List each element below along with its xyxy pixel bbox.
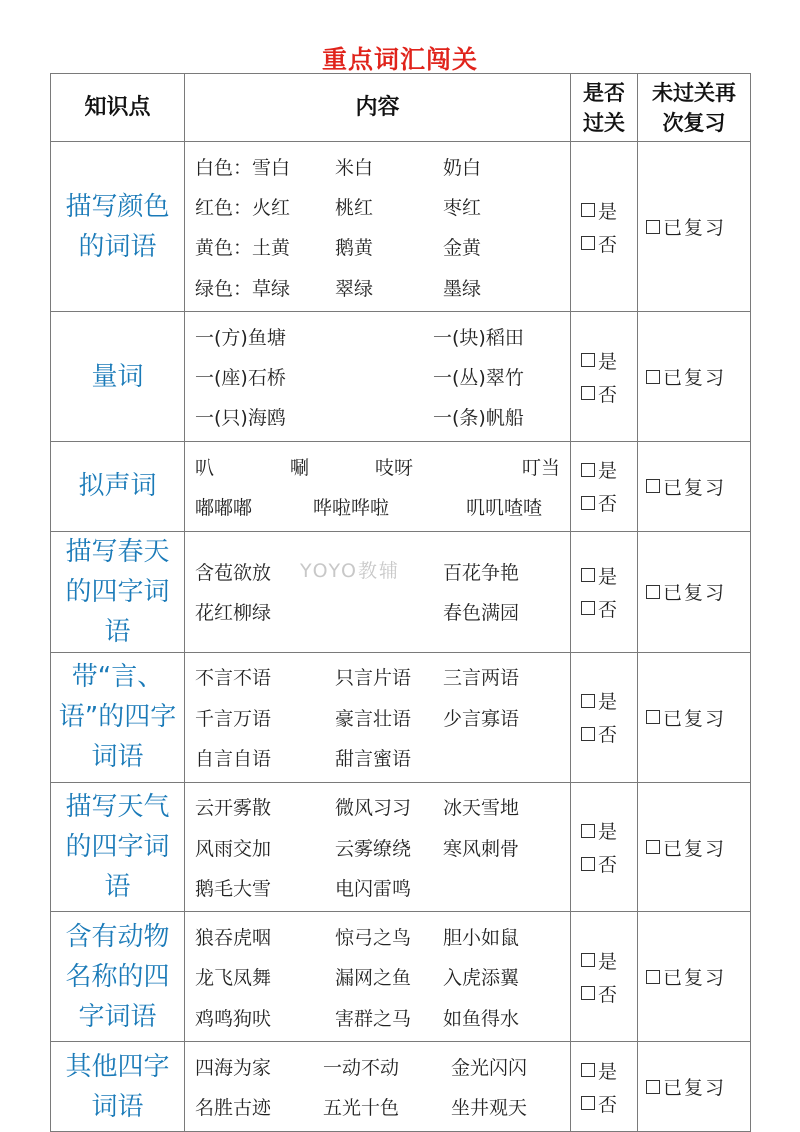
vocab-word: 绿色：草绿 bbox=[195, 277, 291, 300]
header-review-line2: 次复习 bbox=[662, 110, 726, 135]
vocab-word: 金黄 bbox=[443, 237, 482, 260]
content-cell bbox=[185, 1042, 571, 1132]
option-label: 否 bbox=[598, 854, 618, 876]
vocab-word: 害群之马 bbox=[335, 1007, 412, 1030]
content-line bbox=[195, 397, 560, 437]
vocab-word: 云开雾散 bbox=[195, 797, 272, 820]
reviewed-option[interactable] bbox=[646, 575, 750, 608]
vocab-word: 一(方)鱼塘 bbox=[195, 326, 286, 349]
table-row bbox=[51, 1042, 751, 1132]
topic-cell: 描写天气的四字词语 bbox=[51, 782, 185, 912]
checkbox-icon[interactable] bbox=[646, 370, 660, 384]
option-label: 否 bbox=[598, 493, 618, 516]
vocab-word: 少言寡语 bbox=[443, 707, 520, 730]
review-cell bbox=[638, 782, 751, 912]
reviewed-option[interactable] bbox=[646, 831, 750, 864]
content-line bbox=[195, 916, 560, 956]
content-cell bbox=[185, 442, 571, 532]
option-label: 否 bbox=[598, 598, 618, 621]
vocab-word: 哗啦哗啦 bbox=[313, 497, 390, 520]
topic-cell: 描写春天的四字词语 bbox=[51, 531, 185, 652]
vocab-word: 入虎添翼 bbox=[443, 967, 520, 990]
pass-option-no[interactable] bbox=[581, 717, 637, 750]
option-label: 已复习 bbox=[663, 967, 727, 990]
vocabulary-table bbox=[50, 73, 751, 1132]
vocab-word: 龙飞凤舞 bbox=[195, 967, 272, 990]
reviewed-option[interactable] bbox=[646, 701, 750, 734]
pass-option-no[interactable] bbox=[581, 486, 637, 519]
vocab-word: 漏网之鱼 bbox=[335, 967, 412, 990]
content-line bbox=[195, 146, 560, 186]
option-label: 是 bbox=[598, 460, 618, 483]
vocab-word: 叮当 bbox=[521, 456, 560, 479]
checkbox-icon[interactable] bbox=[581, 1063, 595, 1077]
reviewed-option[interactable] bbox=[646, 1070, 750, 1103]
review-cell bbox=[638, 1042, 751, 1132]
content-line bbox=[195, 186, 560, 226]
content-line bbox=[195, 957, 560, 997]
checkbox-icon[interactable] bbox=[581, 857, 595, 871]
pass-cell bbox=[571, 912, 638, 1042]
checkbox-icon[interactable] bbox=[646, 840, 660, 854]
checkbox-icon[interactable] bbox=[646, 479, 660, 493]
vocab-word: 自言自语 bbox=[195, 747, 272, 770]
vocab-word: 鹅毛大雪 bbox=[195, 877, 272, 900]
vocab-word: 百花争艳 bbox=[443, 562, 520, 585]
checkbox-icon[interactable] bbox=[581, 601, 595, 615]
content-line bbox=[195, 1046, 560, 1086]
pass-option-yes[interactable] bbox=[581, 814, 637, 847]
option-label: 是 bbox=[598, 691, 618, 714]
header-review bbox=[638, 74, 751, 142]
vocab-word: 米白 bbox=[335, 156, 374, 179]
content-line bbox=[195, 1087, 560, 1127]
vocab-word: 叽叽喳喳 bbox=[466, 497, 543, 520]
content-line bbox=[195, 697, 560, 737]
header-pass-line2: 过关 bbox=[583, 110, 625, 135]
option-label: 是 bbox=[598, 1060, 618, 1083]
pass-cell bbox=[571, 312, 638, 442]
vocab-word: 黄色：土黄 bbox=[195, 237, 291, 260]
header-review-line1: 未过关再 bbox=[652, 80, 736, 105]
vocab-word: 桃红 bbox=[335, 196, 374, 219]
vocab-word: 奶白 bbox=[443, 156, 482, 179]
content-cell bbox=[185, 652, 571, 782]
vocab-word: 含苞欲放 bbox=[195, 562, 272, 585]
topic-cell: 含有动物名称的四字词语 bbox=[51, 912, 185, 1042]
option-label: 已复习 bbox=[663, 837, 727, 860]
vocab-word: 寒风刺骨 bbox=[443, 837, 520, 860]
option-label: 否 bbox=[598, 724, 618, 747]
vocab-word: 一(丛)翠竹 bbox=[433, 367, 524, 390]
option-label: 否 bbox=[598, 383, 618, 406]
pass-option-no[interactable] bbox=[581, 227, 637, 260]
content-line bbox=[195, 592, 560, 632]
checkbox-icon[interactable] bbox=[581, 386, 595, 400]
pass-option-yes[interactable] bbox=[581, 559, 637, 592]
option-label: 已复习 bbox=[663, 1077, 727, 1100]
header-pass bbox=[571, 74, 638, 142]
review-cell bbox=[638, 442, 751, 532]
content-line bbox=[195, 486, 560, 526]
pass-cell bbox=[571, 531, 638, 652]
content-line bbox=[195, 356, 560, 396]
option-label: 是 bbox=[598, 350, 618, 373]
vocab-word: 风雨交加 bbox=[195, 837, 272, 860]
table-row bbox=[51, 442, 751, 532]
pass-option-yes[interactable] bbox=[581, 1054, 637, 1087]
option-label: 是 bbox=[598, 565, 618, 588]
vocab-word: 枣红 bbox=[443, 196, 482, 219]
vocab-word: 鹅黄 bbox=[335, 237, 374, 260]
checkbox-icon[interactable] bbox=[581, 203, 595, 217]
reviewed-option[interactable] bbox=[646, 210, 750, 243]
checkbox-icon[interactable] bbox=[646, 585, 660, 599]
vocab-word: 金光闪闪 bbox=[451, 1056, 528, 1079]
vocab-word: 千言万语 bbox=[195, 707, 272, 730]
table-row bbox=[51, 531, 751, 652]
pass-cell bbox=[571, 1042, 638, 1132]
vocab-word: 如鱼得水 bbox=[443, 1007, 520, 1030]
vocab-word: 微风习习 bbox=[335, 797, 412, 820]
topic-cell: 其他四字词语 bbox=[51, 1042, 185, 1132]
vocab-word: 只言片语 bbox=[335, 667, 412, 690]
checkbox-icon[interactable] bbox=[581, 496, 595, 510]
content-line bbox=[195, 446, 560, 486]
content-cell bbox=[185, 782, 571, 912]
vocab-word: 不言不语 bbox=[195, 667, 272, 690]
checkbox-icon[interactable] bbox=[581, 694, 595, 708]
pass-option-yes[interactable] bbox=[581, 344, 637, 377]
pass-cell bbox=[571, 652, 638, 782]
topic-cell: 量词 bbox=[51, 312, 185, 442]
vocab-word: 一(只)海鸥 bbox=[195, 407, 286, 430]
checkbox-icon[interactable] bbox=[646, 970, 660, 984]
vocab-word: 一(座)石桥 bbox=[195, 367, 286, 390]
option-label: 是 bbox=[598, 821, 618, 843]
checkbox-icon[interactable] bbox=[581, 953, 595, 967]
content-cell bbox=[185, 142, 571, 312]
pass-option-yes[interactable] bbox=[581, 453, 637, 486]
header-pass-line1: 是否 bbox=[583, 80, 625, 105]
content-line bbox=[195, 267, 560, 307]
table-row bbox=[51, 312, 751, 442]
checkbox-icon[interactable] bbox=[581, 236, 595, 250]
vocab-word: 四海为家 bbox=[195, 1056, 272, 1079]
content-line bbox=[195, 227, 560, 267]
review-cell bbox=[638, 652, 751, 782]
vocab-word: 三言两语 bbox=[443, 667, 520, 690]
vocab-word: 电闪雷鸣 bbox=[335, 877, 412, 900]
content-line bbox=[195, 827, 560, 867]
option-label: 已复习 bbox=[663, 367, 727, 390]
pass-option-yes[interactable] bbox=[581, 944, 637, 977]
content-cell bbox=[185, 312, 571, 442]
content-line bbox=[195, 737, 560, 777]
vocab-word: 豪言壮语 bbox=[335, 707, 412, 730]
vocab-word: 叭 bbox=[195, 456, 215, 479]
vocab-word: 墨绿 bbox=[443, 277, 482, 300]
checkbox-icon[interactable] bbox=[581, 824, 595, 838]
option-label: 否 bbox=[598, 1093, 618, 1116]
page-title: 重点词汇闯关 bbox=[321, 45, 478, 74]
option-label: 是 bbox=[598, 950, 618, 973]
table-row bbox=[51, 782, 751, 912]
topic-cell: 描写颜色的词语 bbox=[51, 142, 185, 312]
vocab-word: 甜言蜜语 bbox=[335, 747, 412, 770]
option-label: 是 bbox=[598, 200, 618, 223]
reviewed-option[interactable] bbox=[646, 360, 750, 393]
checkbox-icon[interactable] bbox=[581, 353, 595, 367]
vocab-word: 坐井观天 bbox=[451, 1097, 528, 1120]
review-cell bbox=[638, 142, 751, 312]
vocab-word: 白色：雪白 bbox=[195, 156, 291, 179]
vocab-word: 嘟嘟嘟 bbox=[195, 497, 253, 520]
content-line bbox=[195, 316, 560, 356]
table-row bbox=[51, 652, 751, 782]
reviewed-option[interactable] bbox=[646, 960, 750, 993]
reviewed-option[interactable] bbox=[646, 470, 750, 503]
pass-option-yes[interactable] bbox=[581, 684, 637, 717]
vocab-word: 翠绿 bbox=[335, 277, 374, 300]
table-row bbox=[51, 912, 751, 1042]
content-cell bbox=[185, 912, 571, 1042]
topic-cell: 拟声词 bbox=[51, 442, 185, 532]
pass-option-no[interactable] bbox=[581, 847, 637, 880]
vocab-word: 五光十色 bbox=[323, 1097, 400, 1120]
watermark-text: YOYO教辅 bbox=[300, 560, 401, 582]
vocab-word: 一动不动 bbox=[323, 1056, 400, 1079]
checkbox-icon[interactable] bbox=[646, 1080, 660, 1094]
header-row bbox=[51, 74, 751, 142]
content-cell bbox=[185, 531, 571, 652]
header-topic: 知识点 bbox=[51, 74, 185, 142]
option-label: 已复习 bbox=[663, 582, 727, 605]
pass-cell bbox=[571, 142, 638, 312]
checkbox-icon[interactable] bbox=[581, 1096, 595, 1110]
vocab-word: 唰 bbox=[290, 456, 310, 479]
pass-cell bbox=[571, 442, 638, 532]
checkbox-icon[interactable] bbox=[581, 568, 595, 582]
content-line bbox=[195, 867, 560, 907]
pass-cell bbox=[571, 782, 638, 912]
vocab-word: 胆小如鼠 bbox=[443, 927, 520, 950]
pass-option-no[interactable] bbox=[581, 977, 637, 1010]
vocab-word: 花红柳绿 bbox=[195, 602, 272, 625]
vocab-word: 惊弓之鸟 bbox=[335, 927, 412, 950]
review-cell bbox=[638, 531, 751, 652]
checkbox-icon[interactable] bbox=[581, 463, 595, 477]
option-label: 已复习 bbox=[663, 476, 727, 499]
pass-option-no[interactable] bbox=[581, 377, 637, 410]
vocab-word: 云雾缭绕 bbox=[335, 837, 412, 860]
option-label: 已复习 bbox=[663, 707, 727, 730]
vocab-word: 一(条)帆船 bbox=[433, 407, 524, 430]
pass-option-no[interactable] bbox=[581, 592, 637, 625]
checkbox-icon[interactable] bbox=[646, 710, 660, 724]
content-line bbox=[195, 787, 560, 827]
review-cell bbox=[638, 912, 751, 1042]
table-row bbox=[51, 142, 751, 312]
vocab-word: 名胜古迹 bbox=[195, 1097, 272, 1120]
vocab-word: 鸡鸣狗吠 bbox=[195, 1007, 272, 1030]
pass-option-yes[interactable] bbox=[581, 194, 637, 227]
vocab-word: 春色满园 bbox=[443, 602, 520, 625]
review-cell bbox=[638, 312, 751, 442]
vocab-word: 狼吞虎咽 bbox=[195, 927, 272, 950]
vocab-word: 冰天雪地 bbox=[443, 797, 520, 820]
header-content: 内容 bbox=[185, 74, 571, 142]
option-label: 否 bbox=[598, 983, 618, 1006]
topic-cell: 带“言、语”的四字词语 bbox=[51, 652, 185, 782]
option-label: 否 bbox=[598, 233, 618, 256]
checkbox-icon[interactable] bbox=[646, 220, 660, 234]
vocab-word: 红色：火红 bbox=[195, 196, 291, 219]
content-line bbox=[195, 997, 560, 1037]
option-label: 已复习 bbox=[663, 217, 727, 240]
checkbox-icon[interactable] bbox=[581, 986, 595, 1000]
vocab-word: 一(块)稻田 bbox=[433, 326, 524, 349]
vocab-word: 吱呀 bbox=[375, 456, 414, 479]
checkbox-icon[interactable] bbox=[581, 727, 595, 741]
content-line bbox=[195, 657, 560, 697]
pass-option-no[interactable] bbox=[581, 1087, 637, 1120]
